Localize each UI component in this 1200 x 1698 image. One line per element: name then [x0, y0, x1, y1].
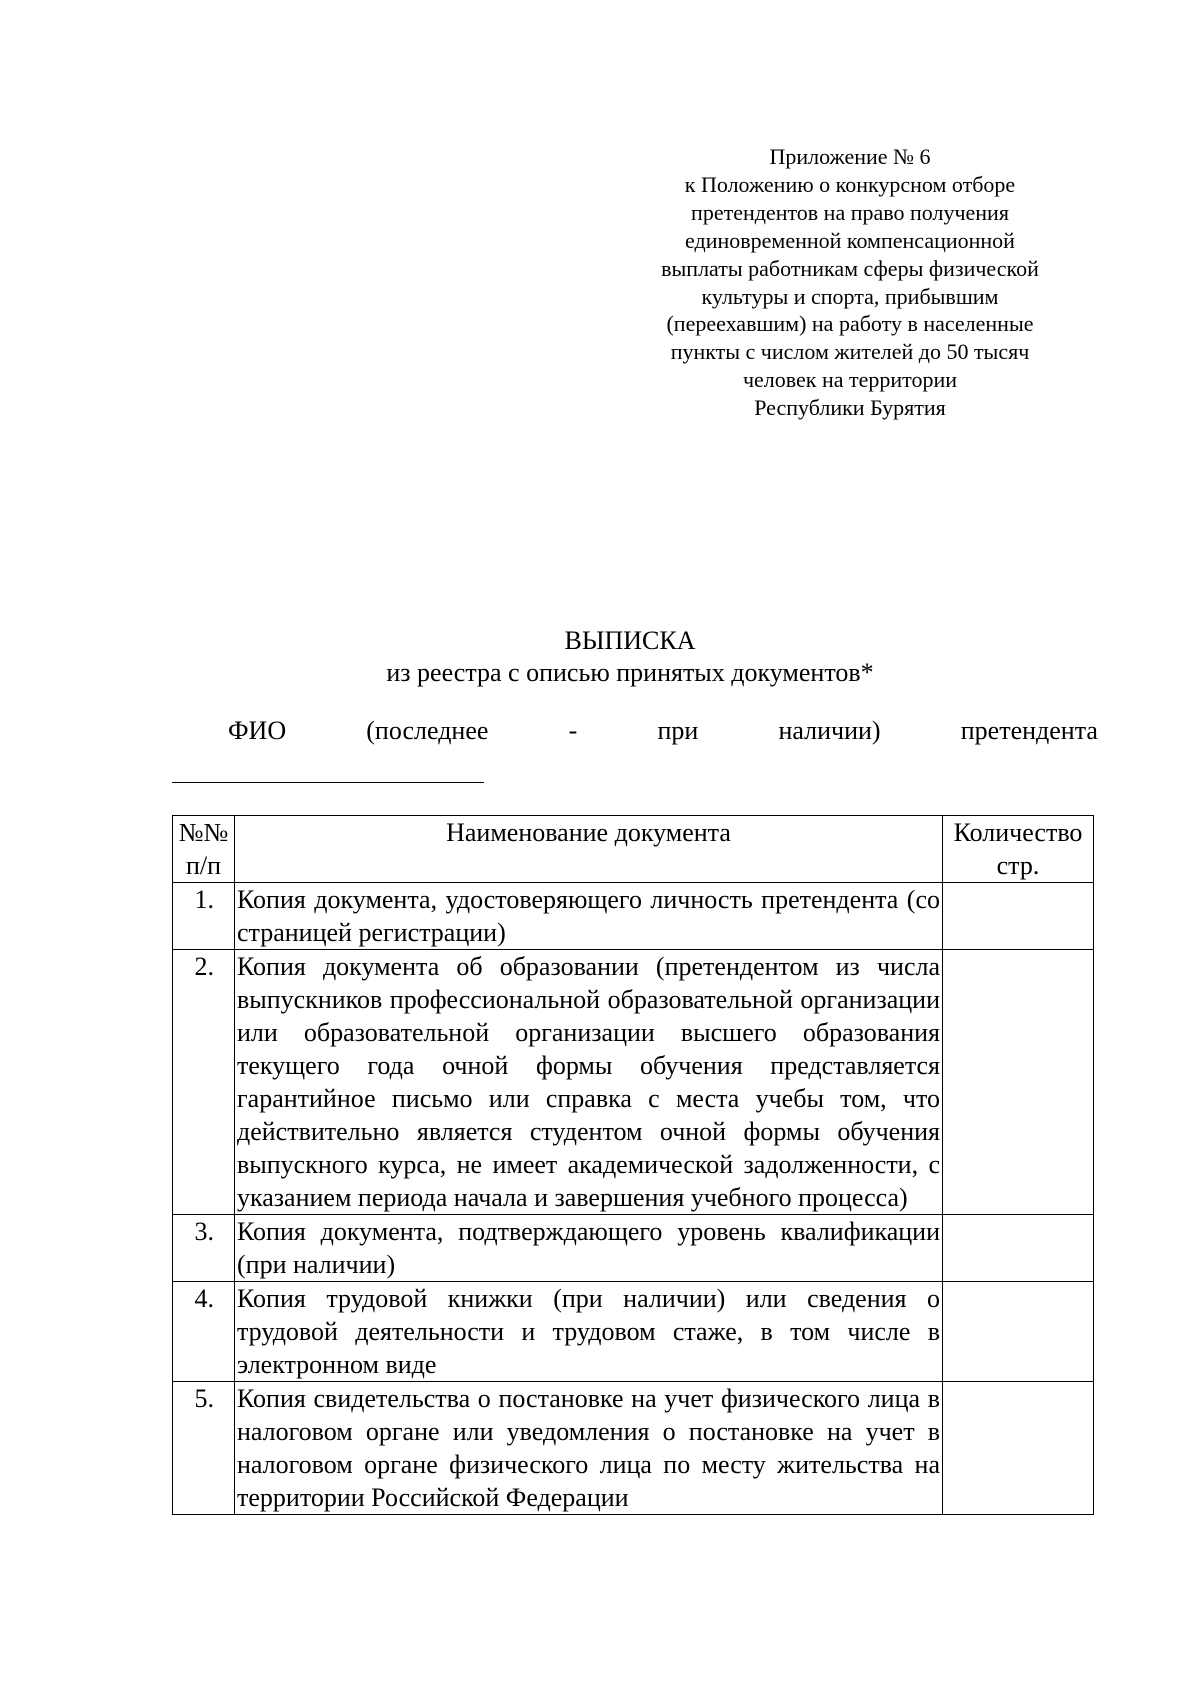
row-number: 1.	[173, 883, 235, 950]
fio-word: при	[657, 716, 699, 745]
row-document-name: Копия документа, удостоверяющего личность претендента (со страницей регистрации)	[235, 883, 943, 950]
appendix-line: выплаты работникам сферы физической	[661, 255, 1039, 281]
fio-word: претендента	[960, 716, 1098, 745]
header-number: №№ п/п	[173, 816, 235, 883]
row-document-name: Копия документа, подтверждающего уровень квалификации (при наличии)	[235, 1215, 943, 1282]
appendix-line: Республики Бурятия	[754, 395, 946, 421]
row-page-count	[943, 950, 1094, 1215]
row-document-name: Копия документа об образовании (претендентом из числа выпускников профессиональной образовательной организации или образовательной организации высшего образования текущего года очной формы обучения представляется гарантийное письмо или справка с места учебы том, что действительно является студентом очной формы обучения выпускного курса, не имеет академической задолженности, с указанием периода начала и завершения учебного процесса)	[235, 950, 943, 1215]
fio-word: наличии)	[778, 716, 881, 745]
table-row	[173, 950, 1094, 1215]
table-row	[173, 1282, 1094, 1382]
row-page-count	[943, 883, 1094, 950]
documents-table	[172, 815, 1094, 1515]
appendix-line: претендентов на право получения	[691, 199, 1009, 225]
appendix-line: (переехавшим) на работу в населенные	[666, 311, 1034, 337]
row-number: 5.	[173, 1382, 235, 1515]
table-row	[173, 883, 1094, 950]
row-page-count	[943, 1282, 1094, 1382]
appendix-header	[620, 143, 1080, 422]
document-title: ВЫПИСКА	[564, 626, 696, 655]
appendix-line: единовременной компенсационной	[685, 227, 1015, 253]
fio-fill-line	[172, 782, 484, 783]
row-document-name: Копия трудовой книжки (при наличии) или сведения о трудовой деятельности и трудовом стаже, в том числе в электронном виде	[235, 1282, 943, 1382]
appendix-line: человек на территории	[742, 367, 958, 393]
fio-label	[228, 715, 1098, 747]
row-number: 3.	[173, 1215, 235, 1282]
appendix-line: культуры и спорта, прибывшим	[701, 283, 999, 309]
appendix-line: к Положению о конкурсном отборе	[684, 171, 1016, 197]
row-document-name: Копия свидетельства о постановке на учет физического лица в налоговом органе или уведомления о постановке на учет в налоговом органе физического лица по месту жительства на территории Российской Федерации	[235, 1382, 943, 1515]
fio-word: ФИО	[228, 716, 287, 745]
appendix-line: пункты с числом жителей до 50 тысяч	[670, 339, 1030, 365]
table-header-row	[173, 816, 1094, 883]
document-subtitle: из реестра с описью принятых документов*	[386, 658, 874, 687]
appendix-line: Приложение № 6	[769, 144, 931, 169]
row-number: 2.	[173, 950, 235, 1215]
table-row	[173, 1215, 1094, 1282]
header-page-count: Количество стр.	[943, 816, 1094, 883]
table-row	[173, 1382, 1094, 1515]
fio-word: (последнее	[366, 716, 489, 745]
row-page-count	[943, 1215, 1094, 1282]
row-number: 4.	[173, 1282, 235, 1382]
fio-word: -	[568, 716, 578, 745]
header-document-name: Наименование документа	[235, 816, 943, 883]
row-page-count	[943, 1382, 1094, 1515]
